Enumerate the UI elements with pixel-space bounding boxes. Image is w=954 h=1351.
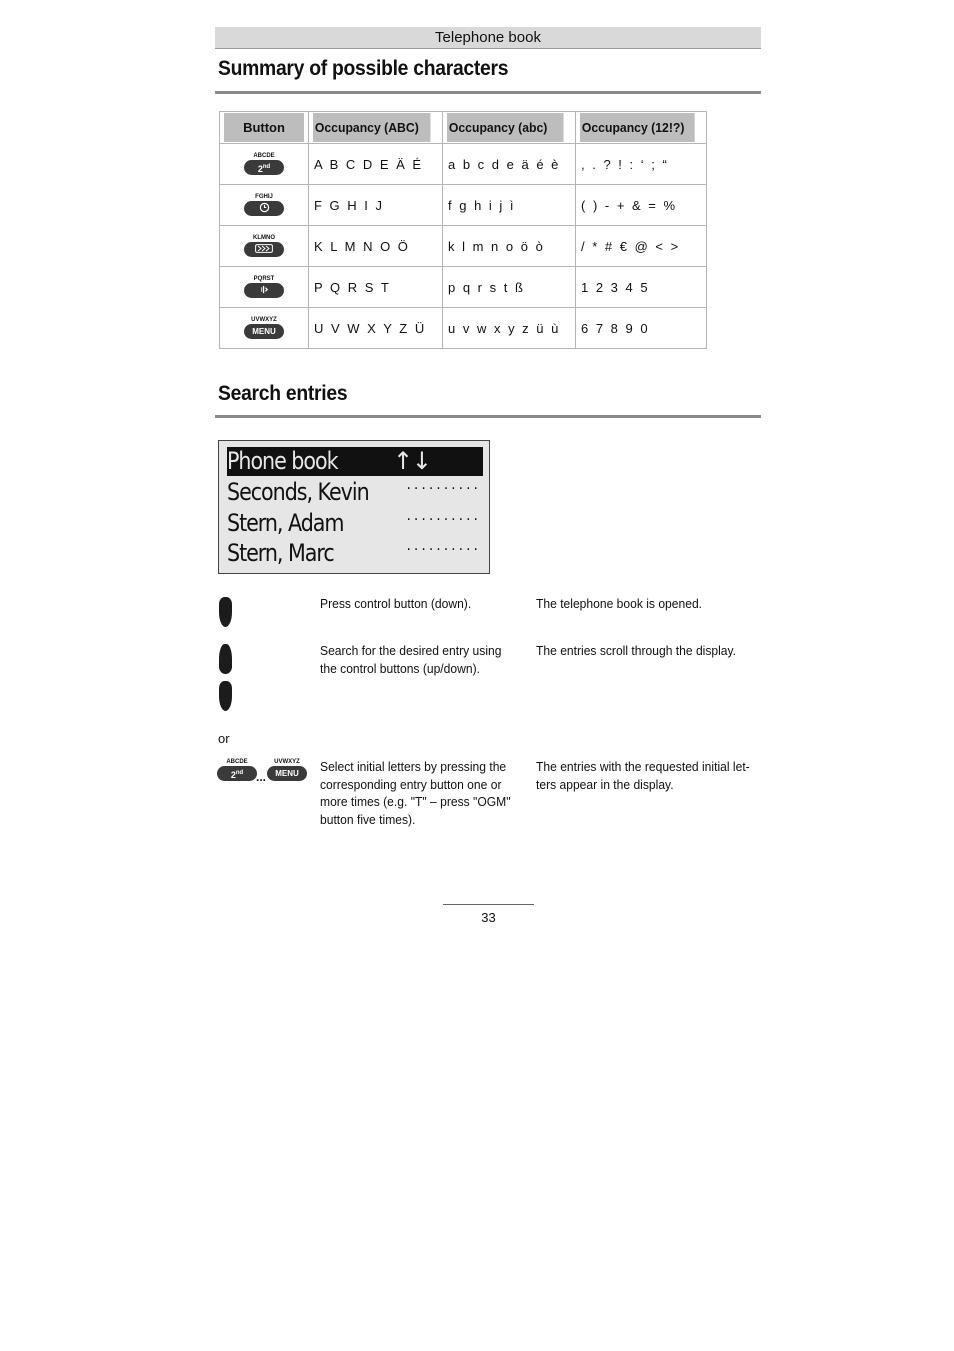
forward-icon <box>255 244 273 253</box>
table-row <box>220 226 707 267</box>
step-1-action: Press control button (down). <box>320 596 472 611</box>
display-entry: Stern, Marc ·········· <box>227 539 481 567</box>
running-header: Telephone book <box>215 27 761 49</box>
phone-display <box>218 440 490 574</box>
key-button-cell <box>220 144 309 185</box>
characters-table <box>219 111 707 349</box>
display-entry: Stern, Adam ·········· <box>227 509 481 537</box>
key-button-cell <box>220 267 309 308</box>
step-2-action: Search for the desired entry using the control buttons (up/down). <box>320 643 502 676</box>
key-2nd-face: 2nd <box>244 160 284 175</box>
key-clock-button: FGHIJ <box>244 194 284 216</box>
key-menu-button: UVWXYZ MENU <box>244 317 284 339</box>
display-title-bar <box>227 447 483 476</box>
symbol-chars: 1 2 3 4 5 <box>576 267 707 308</box>
control-down-icon <box>219 681 232 711</box>
page-number: 33 <box>481 910 496 925</box>
key-menu-button: UVWXYZ MENU <box>267 759 307 784</box>
handsfree-icon <box>259 284 270 295</box>
dot-leader: ·········· <box>406 481 481 497</box>
dot-leader: ·········· <box>406 512 481 528</box>
display-title: Phone book <box>227 447 338 475</box>
header-occupancy-upper: Occupancy (ABC) <box>309 112 443 144</box>
section-rule <box>215 91 761 94</box>
key-menu-face: MENU <box>244 324 284 339</box>
key-button-cell <box>220 226 309 267</box>
display-entry: Seconds, Kevin ·········· <box>227 478 481 506</box>
step-3-action: Select initial letters by pressing the corresponding entry button one or more times (e.g. "T" – press "OGM" button five times). <box>320 759 511 827</box>
lower-chars: k l m n o ö ò <box>443 226 576 267</box>
footer-rule <box>443 904 534 905</box>
symbol-chars: / * # € @ < > <box>576 226 707 267</box>
or-label: or <box>218 731 230 746</box>
step-3-result: The entries with the requested initial let-ters appear in the display. <box>536 759 750 792</box>
upper-chars: P Q R S T <box>309 267 443 308</box>
entry-keys-range <box>217 759 309 787</box>
header-occupancy-lower: Occupancy (abc) <box>443 112 576 144</box>
upper-chars: F G H I J <box>309 185 443 226</box>
ellipsis: ... <box>256 770 267 784</box>
key-2nd-button: ABCDE 2nd <box>217 759 257 784</box>
lower-chars: f g h i j ì <box>443 185 576 226</box>
table-row <box>220 144 707 185</box>
step-1-result: The telephone book is opened. <box>536 596 703 611</box>
lower-chars: a b c d e ä é è <box>443 144 576 185</box>
upper-chars: K L M N O Ö <box>309 226 443 267</box>
dot-leader: ·········· <box>406 542 481 558</box>
symbol-chars: 6 7 8 9 0 <box>576 308 707 349</box>
header-button: Button <box>220 112 309 144</box>
control-down-icon <box>219 597 232 627</box>
symbol-chars: , . ? ! : ‘ ; “ <box>576 144 707 185</box>
key-2nd-button: ABCDE 2nd <box>244 153 284 175</box>
scroll-arrows-icon: ↑↓ <box>393 447 431 475</box>
step-2-result: The entries scroll through the display. <box>536 643 737 658</box>
upper-chars: U V W X Y Z Ü <box>309 308 443 349</box>
symbol-chars: ( ) - + & = % <box>576 185 707 226</box>
table-row <box>220 185 707 226</box>
key-forward-button: KLMNO <box>244 235 284 257</box>
clock-icon <box>259 202 270 213</box>
lower-chars: p q r s t ß <box>443 267 576 308</box>
key-button-cell <box>220 185 309 226</box>
table-row <box>220 308 707 349</box>
header-occupancy-symbols: Occupancy (12!?) <box>576 112 707 144</box>
lower-chars: u v w x y z ü ù <box>443 308 576 349</box>
key-button-cell <box>220 308 309 349</box>
table-row <box>220 267 707 308</box>
section-rule <box>215 415 761 418</box>
key-handsfree-button: PQRST <box>244 276 284 298</box>
section-title-characters: Summary of possible characters <box>218 57 509 80</box>
table-header-row <box>220 112 707 144</box>
control-up-icon <box>219 644 232 674</box>
section-title-search: Search entries <box>218 382 348 405</box>
upper-chars: A B C D E Ä É <box>309 144 443 185</box>
